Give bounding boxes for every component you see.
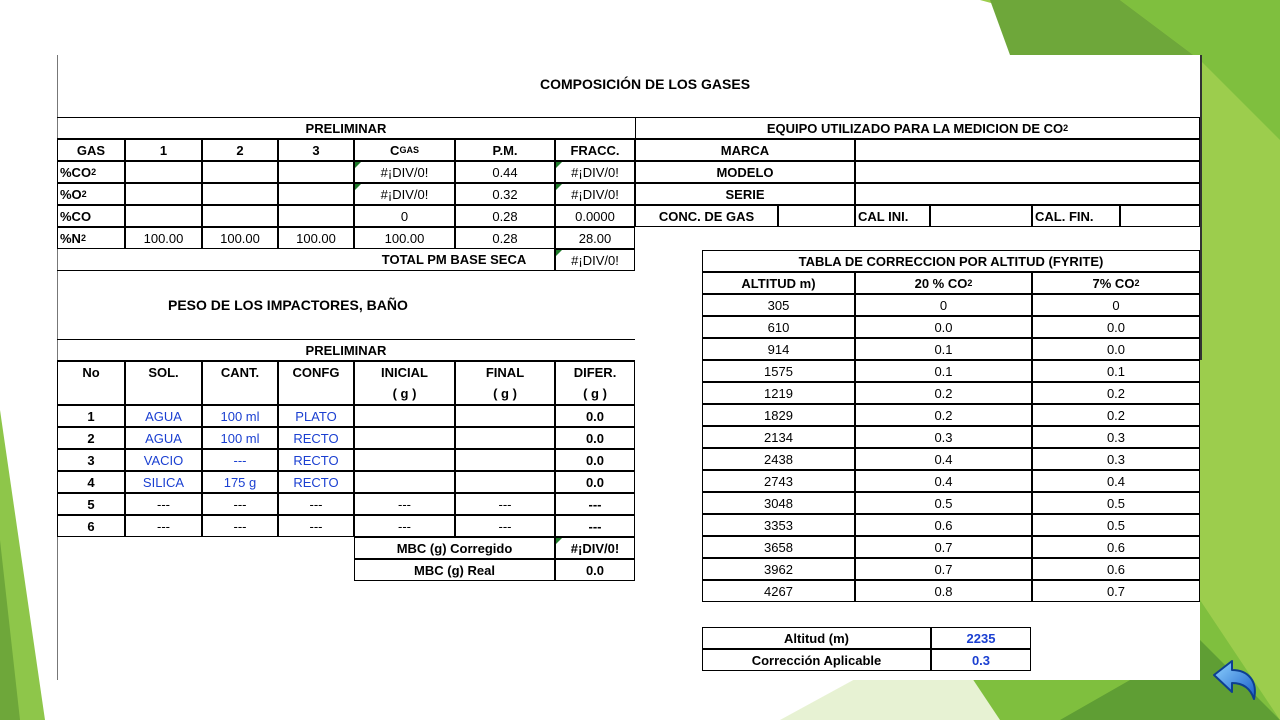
- prelim-col-header: 3: [278, 139, 354, 161]
- fyrite-cell: 0.7: [855, 558, 1032, 580]
- fyrite-cell: 0.5: [1032, 492, 1200, 514]
- fyrite-cell: 0.1: [855, 338, 1032, 360]
- prelim-cell: 100.00: [354, 227, 455, 249]
- prelim-cell: 0.28: [455, 205, 555, 227]
- fyrite-cell: 1829: [702, 404, 855, 426]
- prelim-col-header: GAS: [57, 139, 125, 161]
- prelim-col-header: 2: [202, 139, 278, 161]
- prelim-cell: [278, 205, 354, 227]
- fyrite-cell: 2438: [702, 448, 855, 470]
- marca-label: MARCA: [635, 139, 855, 161]
- prelim-cell: 28.00: [555, 227, 635, 249]
- impactor-cell: [455, 405, 555, 427]
- conc-gas-value: [778, 205, 855, 227]
- total-pm-value: #¡DIV/0!: [555, 249, 635, 271]
- prelim-cell: [202, 161, 278, 183]
- impactores-col-header: [125, 361, 202, 405]
- impactor-cell: 0.0: [555, 427, 635, 449]
- correccion-value: 0.3: [931, 649, 1031, 671]
- impactor-cell: ---: [202, 449, 278, 471]
- prelim-cell: #¡DIV/0!: [354, 161, 455, 183]
- prelim-cell: [202, 183, 278, 205]
- prelim-header: PRELIMINAR: [57, 117, 635, 139]
- col-header-label: No: [82, 365, 100, 380]
- prelim-cell: 0.0000: [555, 205, 635, 227]
- impactor-cell: ---: [555, 515, 635, 537]
- fyrite-cell: 0.2: [855, 404, 1032, 426]
- impactor-cell: 1: [57, 405, 125, 427]
- marca-value: [855, 139, 1200, 161]
- back-arrow-icon: [1208, 655, 1260, 711]
- serie-label: SERIE: [635, 183, 855, 205]
- fyrite-cell: 914: [702, 338, 855, 360]
- impactor-cell: ---: [455, 493, 555, 515]
- impactores-col-header: [354, 361, 455, 405]
- prelim-cell: 100.00: [125, 227, 202, 249]
- fyrite-cell: 3658: [702, 536, 855, 558]
- fyrite-cell: 0: [855, 294, 1032, 316]
- impactor-cell: 0.0: [555, 405, 635, 427]
- mbc-real-value: 0.0: [555, 559, 635, 581]
- fyrite-cell: 3962: [702, 558, 855, 580]
- altitud-value: 2235: [931, 627, 1031, 649]
- impactor-cell: ---: [555, 493, 635, 515]
- fyrite-cell: 0: [1032, 294, 1200, 316]
- impactor-cell: 3: [57, 449, 125, 471]
- cal-fin-value: [1120, 205, 1200, 227]
- impactor-cell: ---: [354, 493, 455, 515]
- equipo-header: EQUIPO UTILIZADO PARA LA MEDICION DE CO 2: [635, 117, 1200, 139]
- mbc-real-label: MBC (g) Real: [354, 559, 555, 581]
- row-divider: [57, 270, 355, 271]
- prelim-cell: 0: [354, 205, 455, 227]
- impactor-cell: [354, 471, 455, 493]
- fyrite-cell: 0.1: [1032, 360, 1200, 382]
- impactor-cell: RECTO: [278, 449, 354, 471]
- prelim-col-header: P.M.: [455, 139, 555, 161]
- prelim-cell: [278, 161, 354, 183]
- impactor-cell: AGUA: [125, 427, 202, 449]
- fyrite-cell: 1575: [702, 360, 855, 382]
- impactor-cell: ---: [202, 493, 278, 515]
- fyrite-cell: 0.1: [855, 360, 1032, 382]
- cal-fin-label: CAL. FIN.: [1032, 205, 1120, 227]
- prelim-cell: [125, 161, 202, 183]
- conc-gas-label: CONC. DE GAS: [635, 205, 778, 227]
- gas-name: %CO 2: [57, 161, 125, 183]
- serie-value: [855, 183, 1200, 205]
- col-header-label: CANT.: [220, 365, 260, 380]
- fyrite-header: TABLA DE CORRECCION POR ALTITUD (FYRITE): [702, 250, 1200, 272]
- impactores-col-header: [278, 361, 354, 405]
- sheet-right-border: [1200, 55, 1202, 360]
- impactor-cell: ---: [455, 515, 555, 537]
- prelim-cell: #¡DIV/0!: [555, 161, 635, 183]
- fyrite-cell: 1219: [702, 382, 855, 404]
- impactores-col-header: [57, 361, 125, 405]
- unit-label: ( g ): [583, 386, 607, 401]
- impactor-cell: 0.0: [555, 471, 635, 493]
- total-pm-label: TOTAL PM BASE SECA: [354, 249, 555, 271]
- impactor-cell: 5: [57, 493, 125, 515]
- impactor-cell: ---: [125, 493, 202, 515]
- impactor-cell: SILICA: [125, 471, 202, 493]
- prelim-cell: 0.44: [455, 161, 555, 183]
- impactor-cell: [455, 427, 555, 449]
- mbc-corregido-value: #¡DIV/0!: [555, 537, 635, 559]
- fyrite-cell: 0.4: [1032, 470, 1200, 492]
- cal-ini-value: [930, 205, 1032, 227]
- fyrite-cell: 0.3: [855, 426, 1032, 448]
- fyrite-cell: 0.4: [855, 448, 1032, 470]
- impactores-prelim-header: PRELIMINAR: [57, 339, 635, 361]
- fyrite-cell: 0.2: [1032, 382, 1200, 404]
- page-title: COMPOSICIÓN DE LOS GASES: [540, 76, 751, 92]
- fyrite-cell: 610: [702, 316, 855, 338]
- unit-label: ( g ): [493, 386, 517, 401]
- fyrite-cell: 0.0: [1032, 316, 1200, 338]
- impactor-cell: 6: [57, 515, 125, 537]
- fyrite-col-header: 20 % CO 2: [855, 272, 1032, 294]
- modelo-label: MODELO: [635, 161, 855, 183]
- impactores-title: PESO DE LOS IMPACTORES, BAÑO: [168, 297, 408, 313]
- modelo-value: [855, 161, 1200, 183]
- fyrite-cell: 2743: [702, 470, 855, 492]
- fyrite-cell: 0.6: [1032, 536, 1200, 558]
- impactor-cell: RECTO: [278, 471, 354, 493]
- correccion-label: Corrección Aplicable: [702, 649, 931, 671]
- fyrite-cell: 0.3: [1032, 426, 1200, 448]
- fyrite-cell: 0.6: [1032, 558, 1200, 580]
- impactores-col-header: [555, 361, 635, 405]
- impactor-cell: 175 g: [202, 471, 278, 493]
- prelim-cell: #¡DIV/0!: [555, 183, 635, 205]
- fyrite-cell: 305: [702, 294, 855, 316]
- col-header-label: SOL.: [148, 365, 179, 380]
- impactor-cell: 2: [57, 427, 125, 449]
- cal-ini-label: CAL INI.: [855, 205, 930, 227]
- fyrite-cell: 0.0: [1032, 338, 1200, 360]
- impactor-cell: [455, 449, 555, 471]
- fyrite-cell: 0.6: [855, 514, 1032, 536]
- impactores-col-header: [455, 361, 555, 405]
- prelim-cell: [278, 183, 354, 205]
- altitud-label: Altitud (m): [702, 627, 931, 649]
- fyrite-cell: 0.3: [1032, 448, 1200, 470]
- fyrite-col-header: ALTITUD m): [702, 272, 855, 294]
- impactor-cell: [455, 471, 555, 493]
- col-header-label: DIFER.: [573, 365, 617, 380]
- fyrite-cell: 0.7: [1032, 580, 1200, 602]
- fyrite-cell: 0.7: [855, 536, 1032, 558]
- back-button[interactable]: [1208, 655, 1260, 711]
- prelim-cell: 100.00: [202, 227, 278, 249]
- impactor-cell: ---: [125, 515, 202, 537]
- prelim-cell: 0.28: [455, 227, 555, 249]
- fyrite-cell: 0.2: [855, 382, 1032, 404]
- impactor-cell: ---: [278, 493, 354, 515]
- impactor-cell: ---: [278, 515, 354, 537]
- fyrite-cell: 2134: [702, 426, 855, 448]
- prelim-cell: [125, 205, 202, 227]
- fyrite-col-header: 7% CO 2: [1032, 272, 1200, 294]
- prelim-cell: 0.32: [455, 183, 555, 205]
- prelim-col-header: 1: [125, 139, 202, 161]
- fyrite-cell: 3048: [702, 492, 855, 514]
- impactor-cell: PLATO: [278, 405, 354, 427]
- impactor-cell: AGUA: [125, 405, 202, 427]
- gas-name: %O 2: [57, 183, 125, 205]
- col-header-label: FINAL: [485, 365, 525, 380]
- fyrite-cell: 4267: [702, 580, 855, 602]
- gas-name: %N 2: [57, 227, 125, 249]
- fyrite-cell: 0.5: [855, 492, 1032, 514]
- unit-label: ( g ): [392, 386, 417, 401]
- impactor-cell: 0.0: [555, 449, 635, 471]
- prelim-cell: 100.00: [278, 227, 354, 249]
- impactor-cell: [354, 405, 455, 427]
- mbc-corregido-label: MBC (g) Corregido: [354, 537, 555, 559]
- impactores-col-header: [202, 361, 278, 405]
- col-header-label: INICIAL: [381, 365, 428, 380]
- gas-name: %CO: [57, 205, 125, 227]
- impactor-cell: [354, 427, 455, 449]
- fyrite-cell: 0.5: [1032, 514, 1200, 536]
- prelim-col-header: C GAS: [354, 139, 455, 161]
- impactor-cell: 100 ml: [202, 405, 278, 427]
- impactor-cell: VACIO: [125, 449, 202, 471]
- prelim-cell: [202, 205, 278, 227]
- fyrite-cell: 3353: [702, 514, 855, 536]
- fyrite-cell: 0.0: [855, 316, 1032, 338]
- fyrite-cell: 0.4: [855, 470, 1032, 492]
- impactor-cell: ---: [354, 515, 455, 537]
- impactor-cell: RECTO: [278, 427, 354, 449]
- prelim-cell: [125, 183, 202, 205]
- prelim-cell: #¡DIV/0!: [354, 183, 455, 205]
- impactor-cell: [354, 449, 455, 471]
- impactor-cell: 4: [57, 471, 125, 493]
- col-header-label: CONFG: [292, 365, 340, 380]
- impactor-cell: ---: [202, 515, 278, 537]
- fyrite-cell: 0.2: [1032, 404, 1200, 426]
- prelim-col-header: FRACC.: [555, 139, 635, 161]
- impactor-cell: 100 ml: [202, 427, 278, 449]
- fyrite-cell: 0.8: [855, 580, 1032, 602]
